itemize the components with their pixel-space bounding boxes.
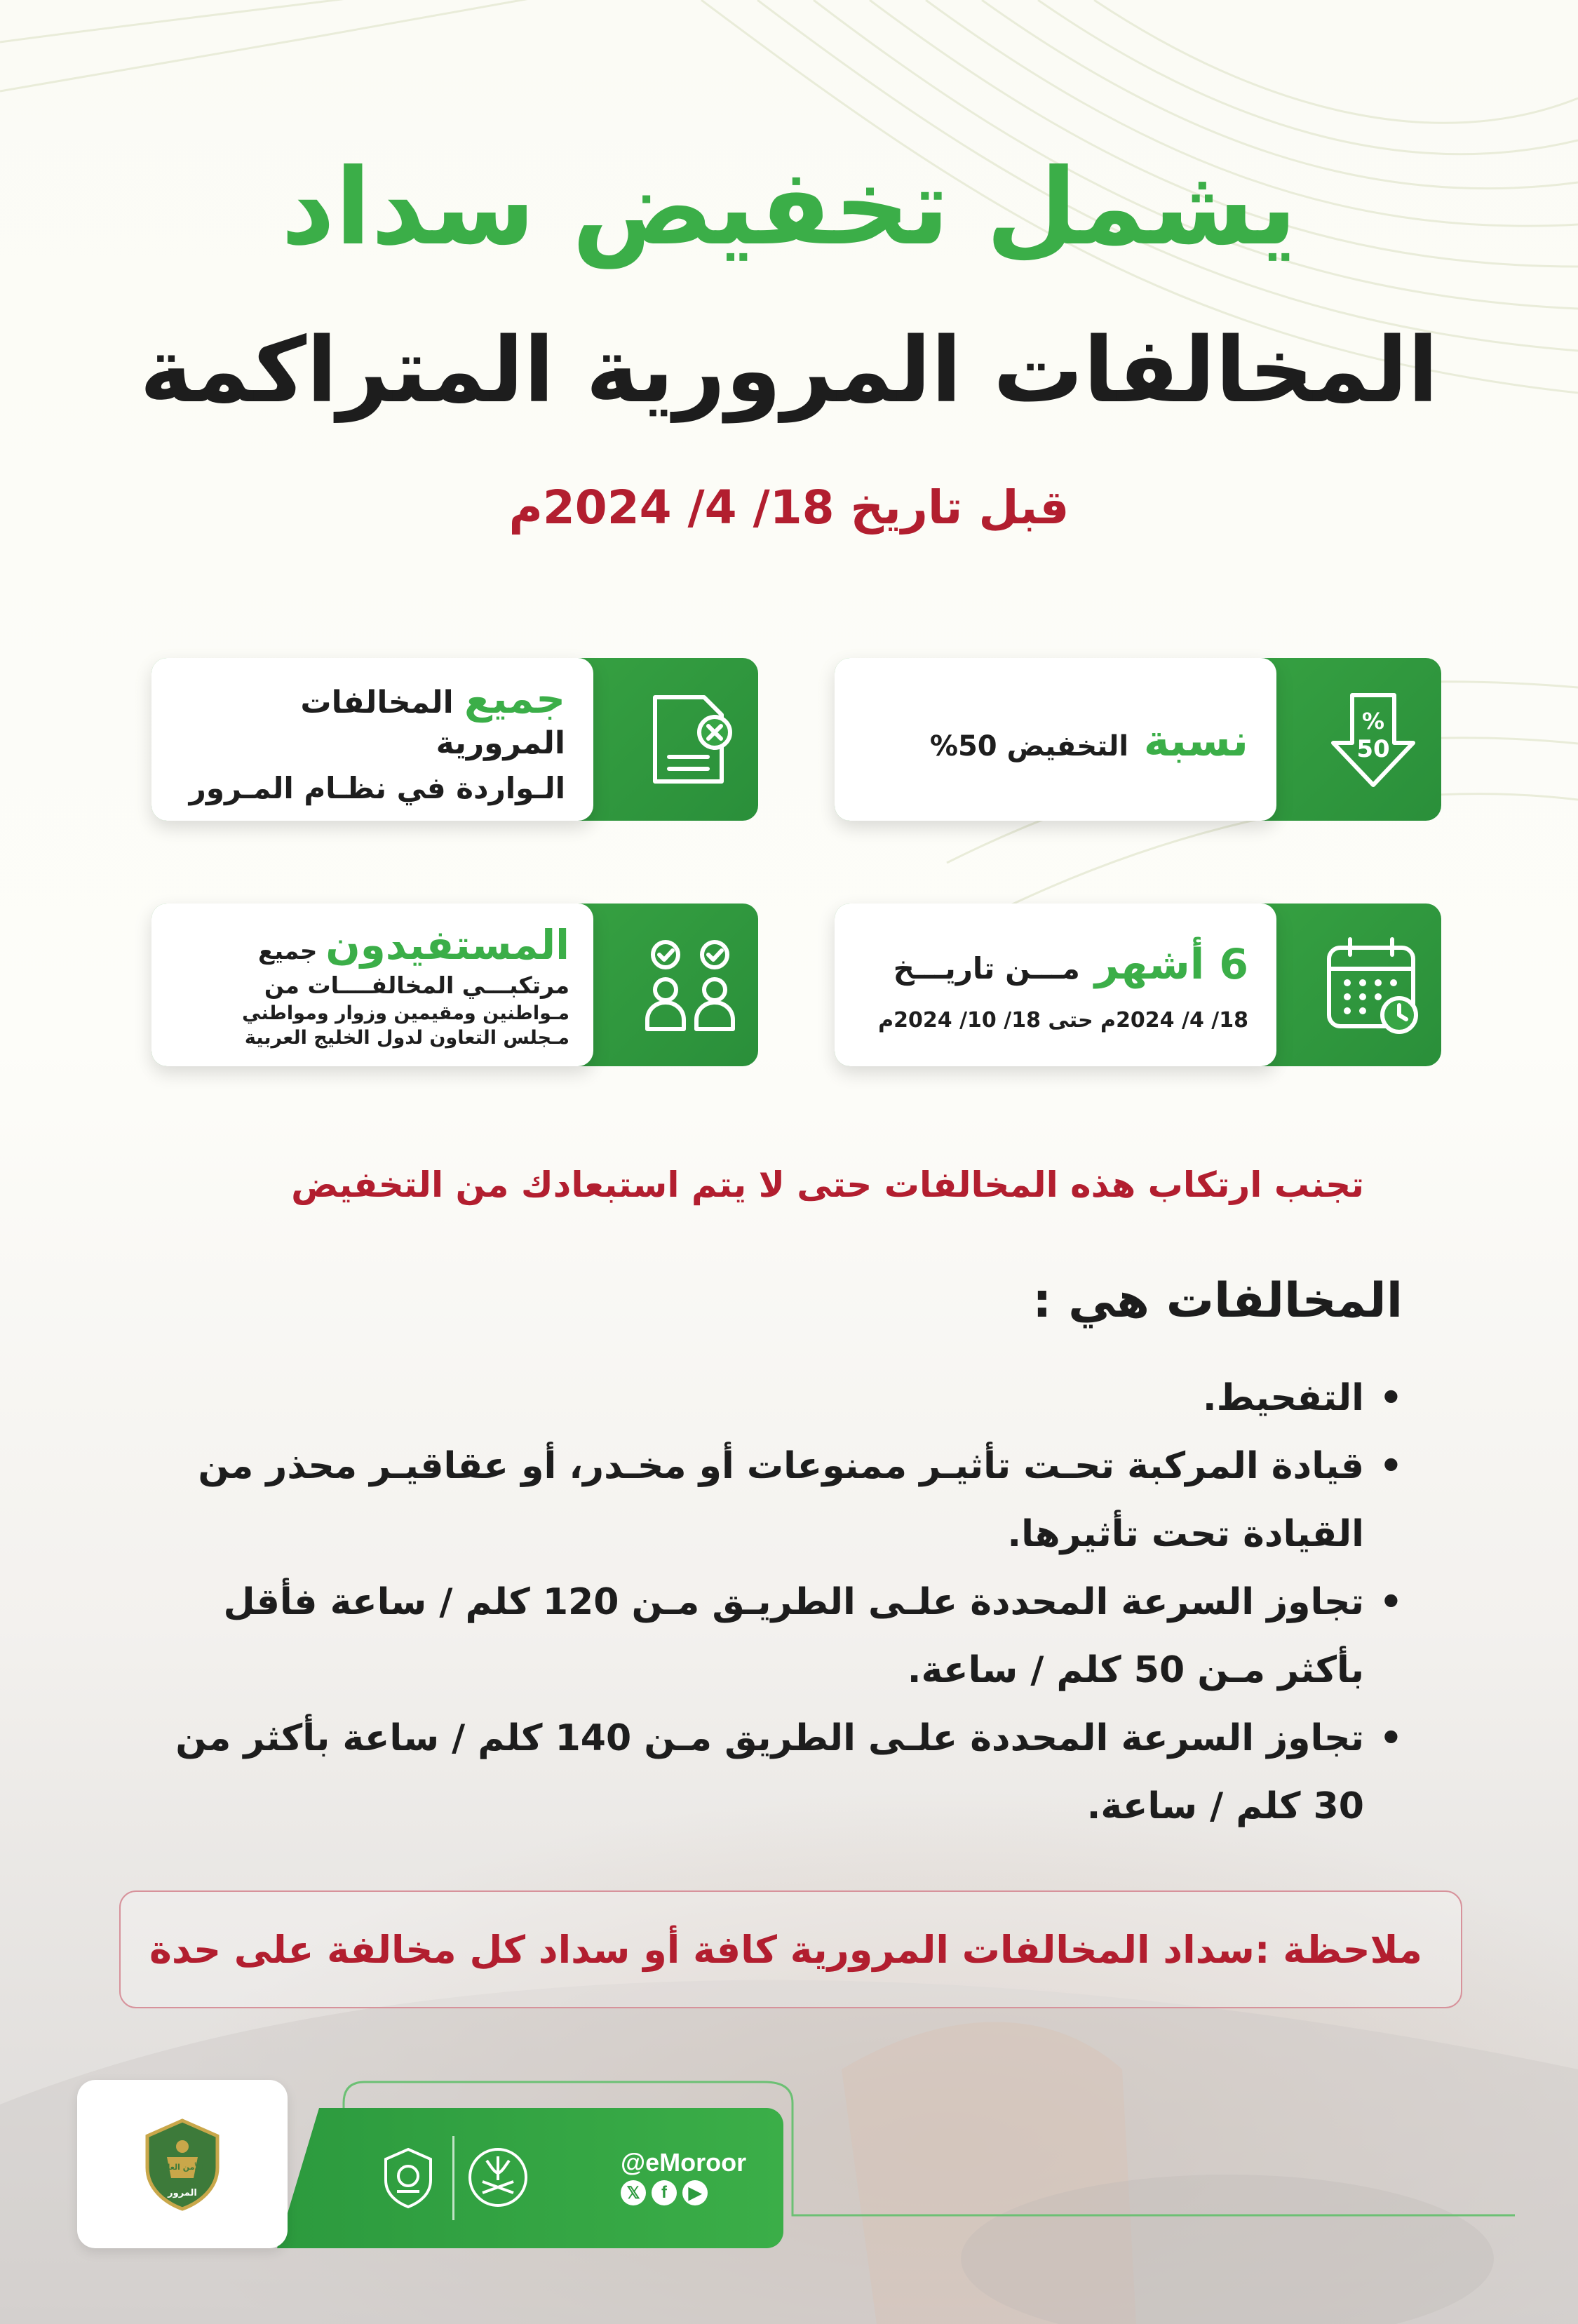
note-box bbox=[119, 1890, 1462, 2008]
svg-text:المرور: المرور bbox=[168, 2188, 197, 2198]
discount-highlight: نسبة bbox=[1143, 715, 1248, 767]
list-item: • تجاوز السرعة المحددة علـى الطريق مـن 140 كلم / ساعة بأكثر من 30 كلم / ساعة. bbox=[154, 1705, 1403, 1841]
period-dates: 18/ 4/ 2024م حتى 18/ 10/ 2024م bbox=[878, 1008, 1248, 1033]
social-links bbox=[621, 2180, 708, 2205]
page-subtitle: المخالفات المرورية المتراكمة bbox=[140, 318, 1438, 423]
beneficiaries-line-2: مـواطنين ومقيمين وزوار ومواطني bbox=[242, 1002, 569, 1024]
cutoff-date: قبل تاريخ 18/ 4/ 2024م bbox=[508, 481, 1070, 535]
all-violations-text-2: الـواردة في نظـام المـرور bbox=[189, 771, 565, 806]
all-violations-text-1: المخالفات المرورية bbox=[300, 684, 565, 762]
calendar-clock-icon bbox=[1304, 904, 1441, 1066]
period-highlight: 6 أشهر bbox=[1094, 940, 1248, 989]
svg-text:50: 50 bbox=[1356, 735, 1390, 763]
public-security-logo bbox=[77, 2080, 288, 2248]
beneficiaries-line-1: مرتكبـــي المخالفــــات من bbox=[264, 971, 569, 999]
saudi-emblem bbox=[466, 2145, 530, 2210]
document-cancel-icon bbox=[621, 658, 758, 821]
discount-arrow-icon bbox=[1304, 658, 1441, 821]
people-check-icon bbox=[621, 904, 758, 1066]
violations-title: المخالفات هي : bbox=[1032, 1273, 1403, 1329]
svg-text:%: % bbox=[1361, 708, 1384, 734]
all-violations-highlight: جميع bbox=[464, 674, 565, 723]
beneficiaries-line-3: مـجلس التعاون لدول الخليج العربية bbox=[244, 1026, 569, 1049]
beneficiaries-highlight: المستفيدون bbox=[325, 921, 569, 969]
x-icon[interactable]: 𝕏 bbox=[621, 2180, 646, 2205]
note-text: ملاحظة :سداد المخالفات المرورية كافة أو سداد كل مخالفة على حدة bbox=[149, 1927, 1422, 1972]
beneficiaries-word: جميع bbox=[258, 937, 318, 966]
page-title: يشمل تخفيض سداد bbox=[281, 147, 1297, 269]
discount-text: التخفيض 50% bbox=[929, 730, 1129, 763]
beneficiaries-card bbox=[151, 904, 758, 1066]
traffic-emblem bbox=[376, 2145, 440, 2210]
period-text: مـــن تاريـــخ bbox=[893, 951, 1080, 986]
facebook-icon[interactable]: f bbox=[652, 2180, 677, 2205]
discount-card bbox=[835, 658, 1441, 821]
footer-divider bbox=[452, 2136, 454, 2220]
list-item: • تجاوز السرعة المحددة علـى الطريـق مـن 120 كلم / ساعة فأقل بأكثر مـن 50 كلم / ساعة. bbox=[154, 1569, 1403, 1705]
period-card bbox=[835, 904, 1441, 1066]
social-handle[interactable]: @eMoroor bbox=[621, 2148, 747, 2177]
list-item: • قيادة المركبة تحـت تأثيـر ممنوعات أو مخـدر، أو عقاقيـر محذر من القيادة تحت تأثيرها. bbox=[154, 1432, 1403, 1569]
warning-text: تجنب ارتكاب هذه المخالفات حتى لا يتم استبعادك من التخفيض bbox=[291, 1164, 1364, 1205]
all-violations-card bbox=[151, 658, 758, 821]
svg-text:الأمن العام: الأمن العام bbox=[161, 2163, 203, 2172]
list-item: • التفحيط. bbox=[154, 1364, 1403, 1432]
footer-bar bbox=[277, 2108, 783, 2248]
violations-list bbox=[154, 1364, 1403, 1841]
youtube-icon[interactable]: ▶ bbox=[682, 2180, 708, 2205]
